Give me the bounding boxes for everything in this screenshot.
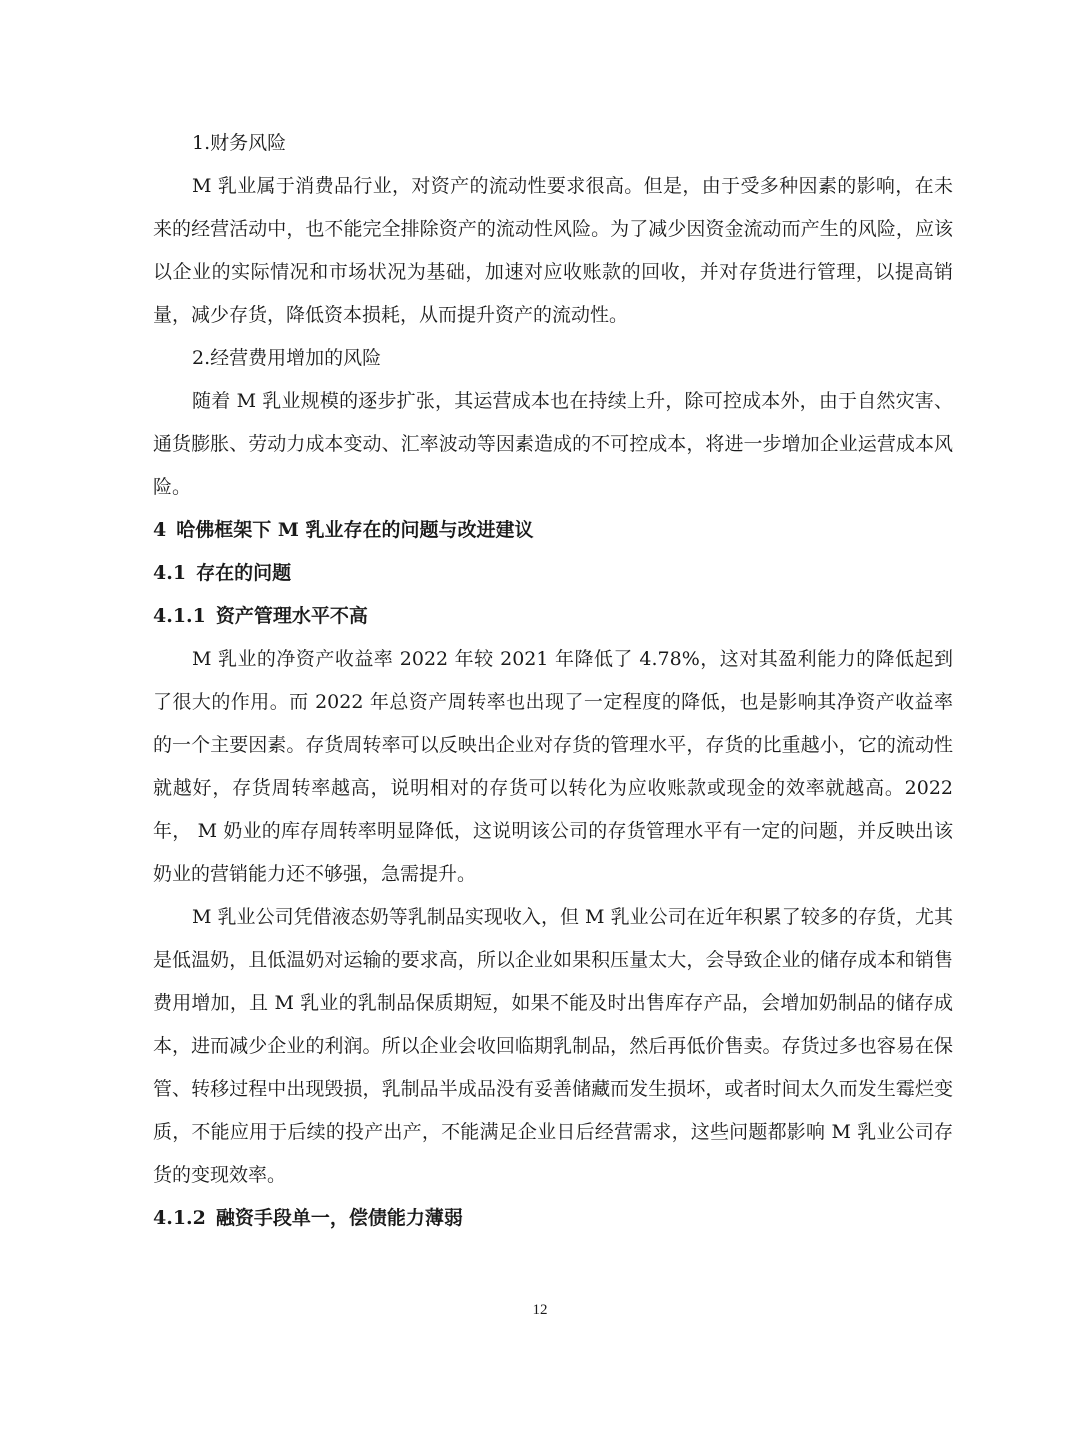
section-title: 融资手段单一，偿债能力薄弱 <box>215 1207 463 1229</box>
section-title: 资产管理水平不高 <box>215 605 368 627</box>
section-number: 4.1.2 <box>153 1207 206 1229</box>
section-heading-4-1 <box>153 552 953 595</box>
section-title: 存在的问题 <box>196 562 292 584</box>
section-number: 4 <box>153 519 167 541</box>
section-heading-4-1-2 <box>153 1197 953 1240</box>
section-heading-4 <box>153 509 953 552</box>
section-title: 哈佛框架下 M 乳业存在的问题与改进建议 <box>176 519 534 541</box>
paragraph-financial-risk: M 乳业属于消费品行业，对资产的流动性要求很高。但是，由于受多种因素的影响，在未来的经营活动中，也不能完全排除资产的流动性风险。为了减少因资金流动而产生的风险，应该以企业的实际情况和市场状况为基础，加速对应收账款的回收，并对存货进行管理，以提高销量，减少存货，降低资本损耗，从而提升资产的流动性。 <box>153 175 953 326</box>
section-number: 4.1 <box>153 562 187 584</box>
section-heading-4-1-1 <box>153 595 953 638</box>
subheading-financial-risk: 1.财务风险 <box>192 132 287 154</box>
page-number: 12 <box>532 1302 548 1318</box>
subheading-operating-cost-risk: 2.经营费用增加的风险 <box>192 347 382 369</box>
paragraph-operating-cost-risk: 随着 M 乳业规模的逐步扩张，其运营成本也在持续上升，除可控成本外，由于自然灾害、通货膨胀、劳动力成本变动、汇率波动等因素造成的不可控成本，将进一步增加企业运营成本风险。 <box>153 390 953 498</box>
page-content <box>153 122 953 1240</box>
paragraph-asset-management-2: M 乳业公司凭借液态奶等乳制品实现收入，但 M 乳业公司在近年积累了较多的存货，尤其是低温奶，且低温奶对运输的要求高，所以企业如果积压量太大，会导致企业的储存成本和销售费用增加，且 M 乳业的乳制品保质期短，如果不能及时出售库存产品，会增加奶制品的储存成本，进而减少企业的利润。所以企业会收回临期乳制品，然后再低价售卖。存货过多也容易在保管、转移过程中出现毁损，乳制品半成品没有妥善储藏而发生损坏，或者时间太久而发生霉烂变质，不能应用于后续的投产出产，不能满足企业日后经营需求，这些问题都影响 M 乳业公司存货的变现效率。 <box>153 906 953 1186</box>
section-number: 4.1.1 <box>153 605 206 627</box>
paragraph-asset-management-1: M 乳业的净资产收益率 2022 年较 2021 年降低了 4.78%，这对其盈利能力的降低起到了很大的作用。而 2022 年总资产周转率也出现了一定程度的降低，也是影响其净资产收益率的一个主要因素。存货周转率可以反映出企业对存货的管理水平，存货的比重越小，它的流动性就越好，存货周转率越高，说明相对的存货可以转化为应收账款或现金的效率就越高。2022 年， M 奶业的库存周转率明显降低，这说明该公司的存货管理水平有一定的问题，并反映出该奶业的营销能力还不够强，急需提升。 <box>153 648 953 885</box>
